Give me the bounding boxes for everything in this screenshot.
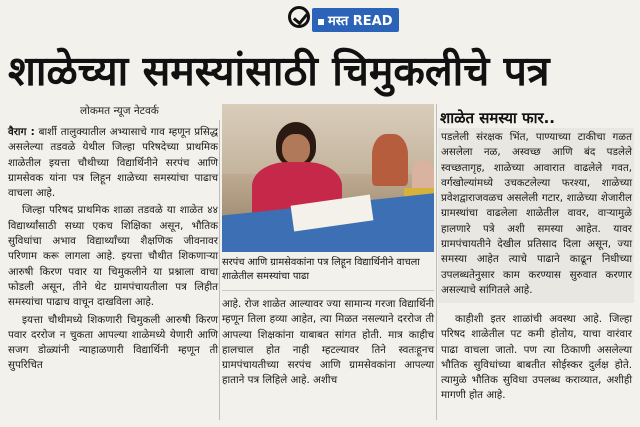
paragraph: काहीशी इतर शाळांची अवस्था आहे. जिल्हा परिषद शाळेतील पट कमी होतोय, याचा वारंवार पाढा वाचला जातो. पण त्या ठिकाणी असलेल्या भौतिक सुविधांच्या बाबतीत सोईस्कर दुर्लक्ष होते. त्यामुळे भौतिक सुविधा उपलब्ध कराव्यात, अशीही मागणी होत आहे. [441,313,632,402]
paragraph: जिल्हा परिषद प्राथमिक शाळा तडवळे या शाळेत ४४ विद्यार्थ्यांसाठी सध्या एकच शिक्षिका असून, भौतिक सुविधांचा अभाव विद्यार्थ्यांच्या शैक्षणिक जीवनावर परिणाम करू लागला आहे. इयत्ता चौथीत शिकणाऱ्या आरुषी किरण पवार या चिमुकलीने या प्रश्नाला वाचा फोडली असून, तीने थेट ग्रामपंचायतीला पत्र लिहीत समस्यांचा पाढाच वाचून दाखविला आहे. [8,204,218,309]
right-column [441,312,632,406]
paragraph: आहे. रोज शाळेत आल्यावर ज्या सामान्य गरजा विद्यार्थिनी म्हणून तिला हव्या आहेत, त्या मिळत नसल्याने दररोज ती आपल्या शिक्षकांना याबाबत सांगत होती. मात्र काहीच हालचाल होत नाही म्हटल्यावर तिने स्वतःहूनच ग्रामपंचायतीच्या सरपंच आणि ग्रामसेवकांना आपल्या हाताने पत्र लिहिले आहे. अशीच [222,298,434,387]
column-divider [219,120,220,420]
headline: शाळेच्या समस्यांसाठी चिमुकलीचे पत्र [8,47,550,95]
sidebar-text [441,130,632,300]
paragraph: पडलेली संरक्षक भिंत, पाण्याच्या टाकीचा गळत असलेला नळ, अस्वच्छ आणि बंद पडलेले स्वच्छतागृह, शाळेच्या आवारात वाढलेले गवत, वर्गखोल्यांमध्ये उचकटलेल्या फरश्या, शाळेच्या प्रवेशद्वाराजवळच असलेली गटार, शाळेच्या शेजारील ग्रामस्थांचा वाढलेला शाळेतील वावर, वाऱ्यामुळे हालणारे पत्रे अशी समस्या आहेत. यावर ग्रामपंचायतीने देखील प्रतिसाद दिला असून, ज्या समस्या आहेत त्याचे पाढाने काढून निधीच्या उपलब्धतेनुसार काम करण्यास सुरुवात करणार असल्याचे सांगितले आहे. [441,131,632,296]
left-column [8,125,218,376]
badge-label: मस्त READ [328,14,393,29]
paragraph: बार्शी तालुक्यातील अभ्यासाचे गाव म्हणून प्रसिद्ध असलेल्या तडवळे येथील जिल्हा परिषदेच्या प्राथमिक शाळेतील इयत्ता चौथीच्या विद्यार्थिनीने सरपंच आणि ग्रामसेवक यांना पत्र लिहून शाळेच्या समस्यांचा पाढाच वाचला आहे. [8,126,219,200]
sidebar-heading: शाळेत समस्या फार.. [440,109,555,127]
news-photo [222,104,434,252]
middle-column [222,297,434,391]
dateline: वैराग : [8,126,35,138]
square-icon [318,19,324,25]
byline: लोकमत न्यूज नेटवर्क [80,105,159,117]
caption-rule [222,290,434,291]
mast-read-badge [312,8,399,32]
photo-caption: सरपंच आणि ग्रामसेवकांना पत्र लिहून विद्यार्थिनीने वाचला शाळेतील समस्यांचा पाढा [222,257,420,282]
check-logo-icon [288,6,310,28]
column-divider [436,104,437,420]
paragraph: इयत्ता चौथीमध्ये शिकणारी चिमुकली आरुषी किरण पवार दररोज न चुकता आपल्या शाळेमध्ये येणारी आणि सजग डोळ्यांनी न्याहाळणारी विद्यार्थिनी म्हणून ती सुपरिचित [8,313,218,372]
